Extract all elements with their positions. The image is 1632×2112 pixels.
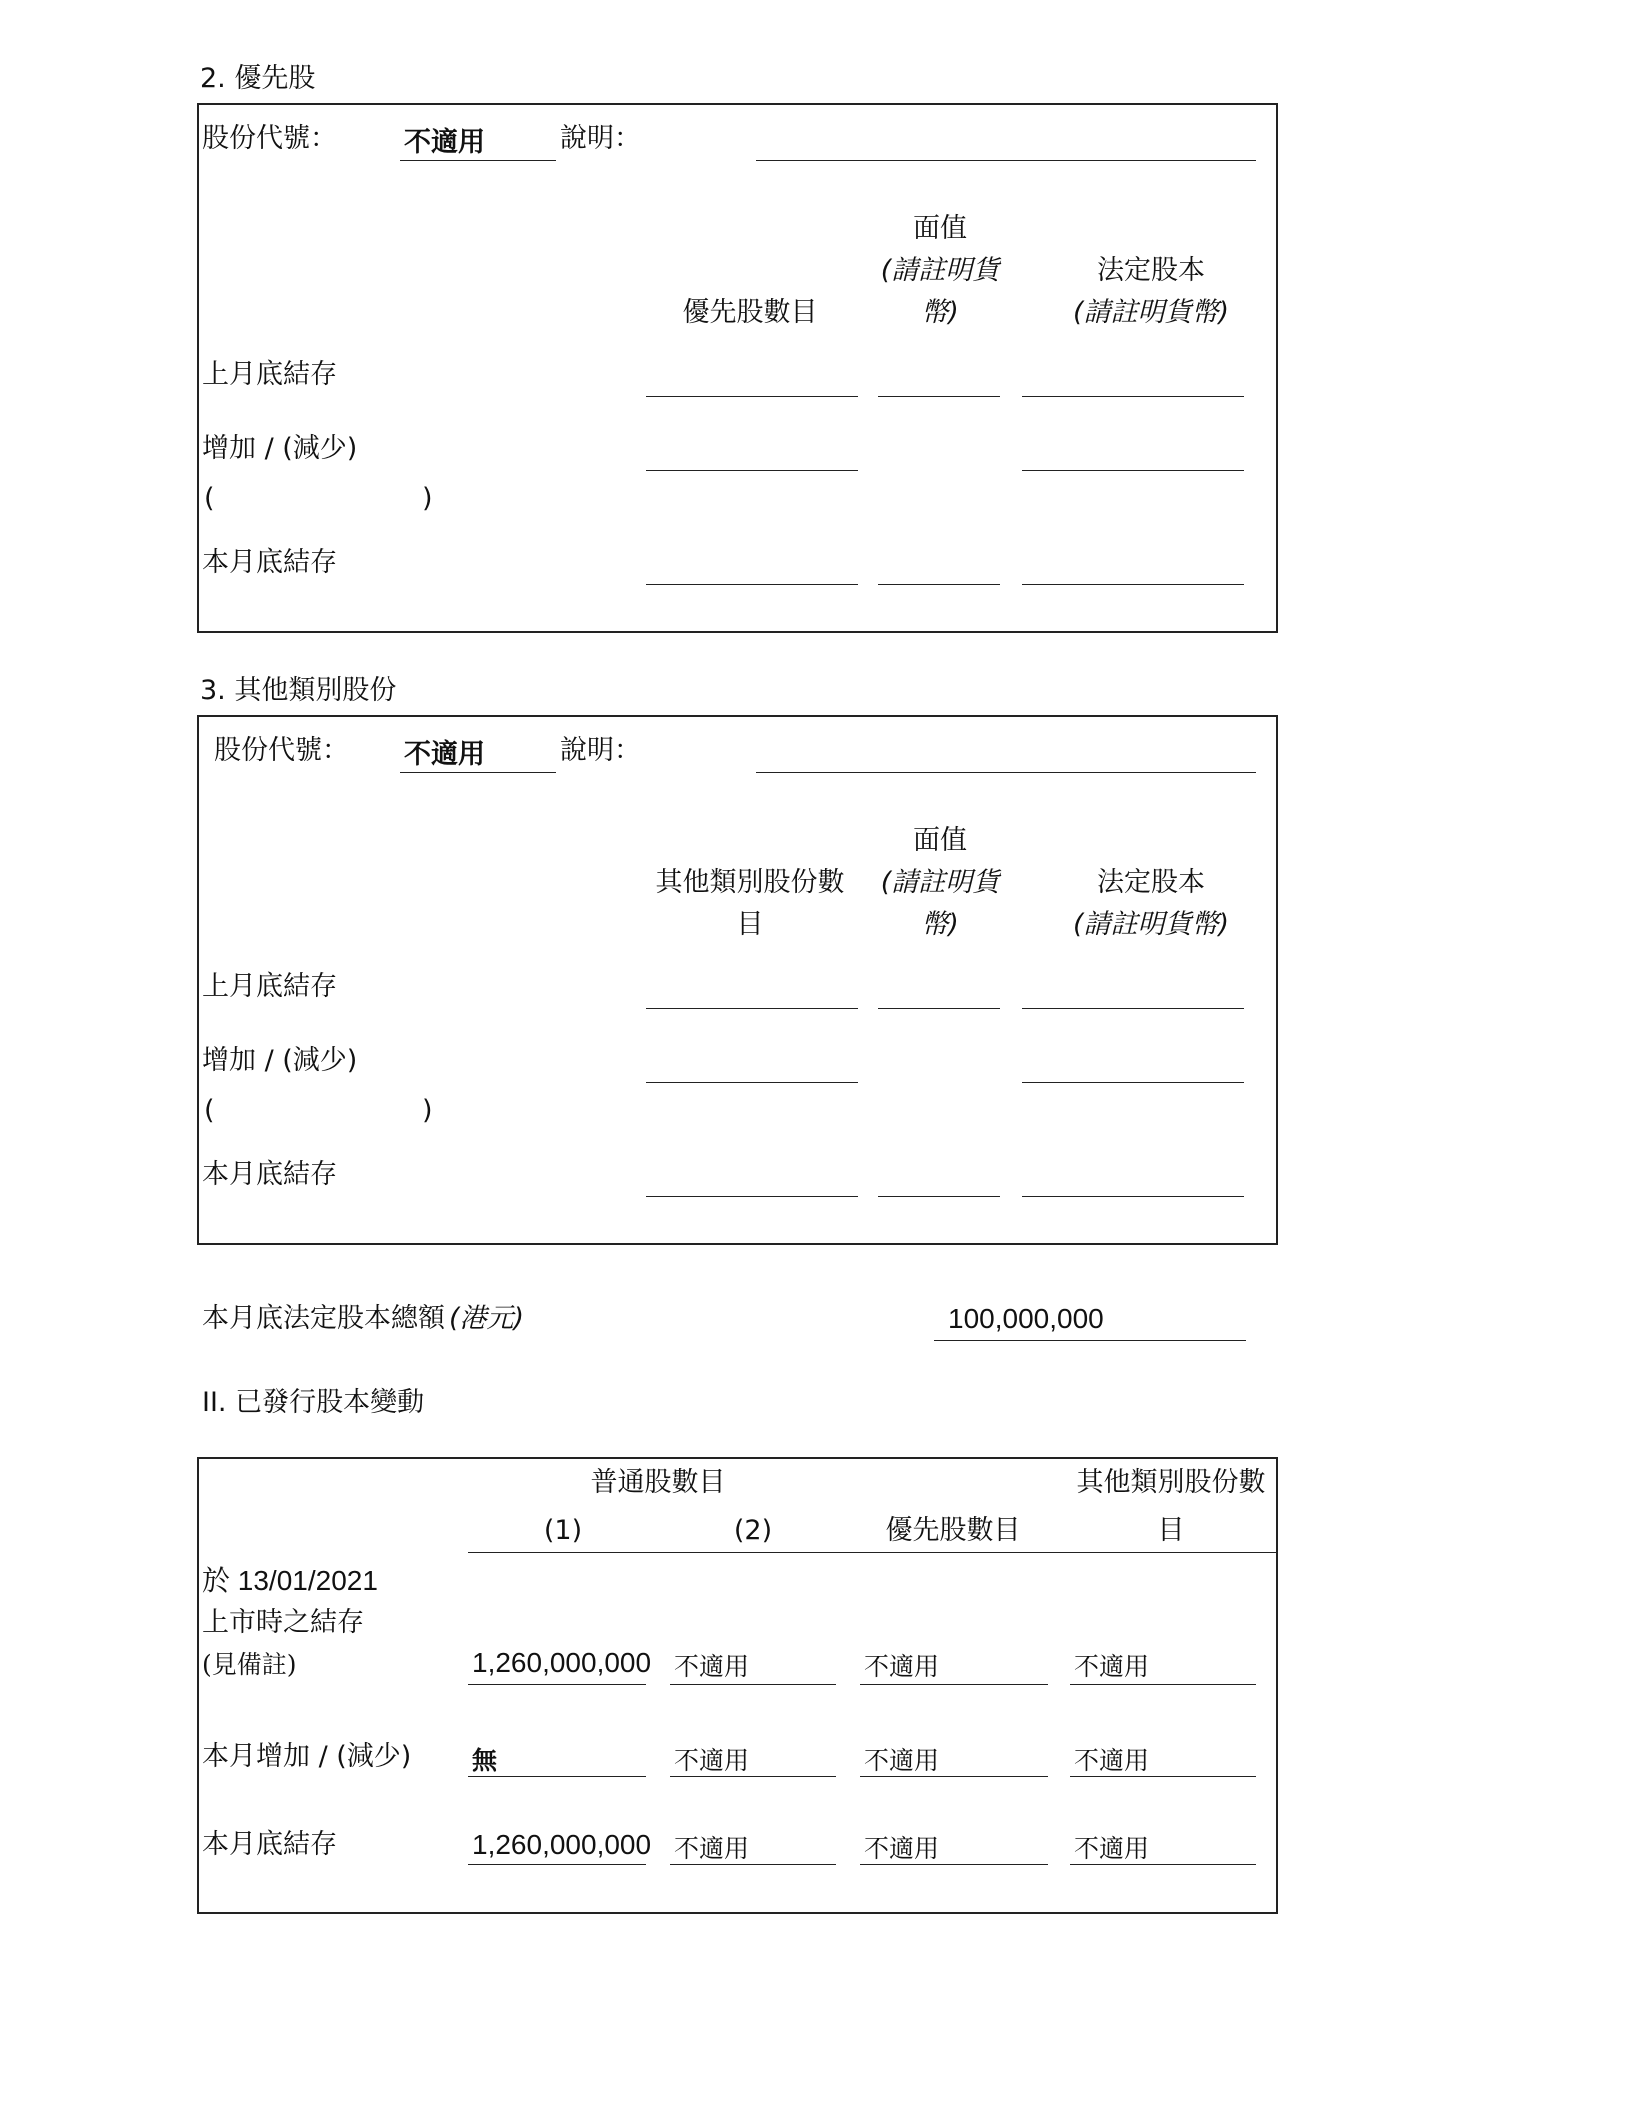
section2-prev-count-line [646,396,858,397]
section3-row-end: 本月底結存 [202,1159,337,1190]
issued-row3-ord1-line [468,1864,646,1865]
issued-row3-pref-line [860,1864,1048,1865]
total-currency: (港元) [449,1303,525,1334]
section3-col-cap-line1: 法定股本 [1097,867,1205,898]
issued-row2-ord2: 不適用 [674,1746,750,1775]
section2-end-count-line [646,584,858,585]
section2-change-cap-line [1022,470,1244,471]
issued-col-other-line2: 目 [1157,1515,1185,1546]
section3-col-par-line2: (請註明貨 [880,867,1000,898]
section2-end-par-line [878,584,1000,585]
section3-heading: 3. 其他類別股份 [200,675,397,706]
total-label: 本月底法定股本總額 [202,1303,445,1334]
section3-paren-open: ( [204,1095,215,1126]
section2-col-count: 優先股數目 [682,297,818,328]
section3-code-underline [400,772,556,773]
issued-row1-label-line1: 於 13/01/2021 [202,1565,378,1596]
issued-row2-pref-line [860,1776,1048,1777]
issued-row1-label-line3: (見備註) [202,1650,297,1679]
section2-paren-close: ) [422,483,433,514]
section2-col-par-line3: 幣) [921,297,959,328]
section2-box [197,103,1278,633]
issued-row2-ord1: 無 [472,1746,498,1775]
section3-col-par-line3: 幣) [921,909,959,940]
section3-col-par-line1: 面值 [913,825,967,856]
issued-row3-ord1: 1,260,000,000 [472,1829,652,1860]
section2-end-cap-line [1022,584,1244,585]
issued-row2-label: 本月增加 / (減少) [202,1741,412,1772]
section3-col-count-line1: 其他類別股份數 [655,867,845,898]
section3-desc-label: 說明： [560,735,641,766]
section3-end-count-line [646,1196,858,1197]
section3-box [197,715,1278,1245]
section2-code-label: 股份代號： [202,123,337,154]
issued-row3-ord2: 不適用 [674,1834,750,1863]
issued-row2-other: 不適用 [1074,1746,1150,1775]
section3-row-change: 增加 / (減少) [202,1045,358,1076]
issued-row1-ord2: 不適用 [674,1652,750,1681]
section3-prev-cap-line [1022,1008,1244,1009]
issued-row1-ord1-line [468,1684,646,1685]
issued-col-ordinary: 普通股數目 [590,1467,726,1498]
section3-desc-underline [756,772,1256,773]
section2-desc-underline [756,160,1256,161]
issued-row2-ord2-line [670,1776,836,1777]
issued-col-2: (2) [733,1515,773,1546]
issued-row2-other-line [1070,1776,1256,1777]
issued-row1-other: 不適用 [1074,1652,1150,1681]
section3-col-cap-line2: (請註明貨幣) [1072,909,1230,940]
issued-row1-other-line [1070,1684,1256,1685]
section2-code-underline [400,160,556,161]
issued-row1-pref: 不適用 [864,1652,940,1681]
section2-row-end: 本月底結存 [202,547,337,578]
section2-prev-par-line [878,396,1000,397]
issued-row3-label: 本月底結存 [202,1829,337,1860]
issued-row3-other-line [1070,1864,1256,1865]
issued-heading: II. 已發行股本變動 [202,1387,425,1418]
section2-heading: 2. 優先股 [200,63,316,94]
issued-row1-ord2-line [670,1684,836,1685]
issued-row1-label-line2: 上市時之結存 [202,1607,364,1638]
section2-row-prev: 上月底結存 [202,359,337,390]
section2-paren-open: ( [204,483,215,514]
section3-col-count-line2: 目 [736,909,764,940]
issued-col-pref: 優先股數目 [885,1515,1021,1546]
total-underline [934,1340,1246,1341]
issued-col-1: (1) [543,1515,583,1546]
section2-col-cap-line2: (請註明貨幣) [1072,297,1230,328]
issued-row2-ord1-line [468,1776,646,1777]
section2-change-count-line [646,470,858,471]
section3-end-cap-line [1022,1196,1244,1197]
section3-end-par-line [878,1196,1000,1197]
section2-col-par-line2: (請註明貨 [880,255,1000,286]
section3-row-prev: 上月底結存 [202,971,337,1002]
section2-col-par-line1: 面值 [913,213,967,244]
total-value: 100,000,000 [948,1303,1104,1334]
issued-row3-other: 不適用 [1074,1834,1150,1863]
issued-header-rule [468,1552,1278,1553]
issued-col-other-line1: 其他類別股份數 [1076,1467,1266,1498]
issued-row1-pref-line [860,1684,1048,1685]
issued-row3-pref: 不適用 [864,1834,940,1863]
issued-row3-ord2-line [670,1864,836,1865]
section3-code-value: 不適用 [404,739,485,770]
section3-prev-par-line [878,1008,1000,1009]
section3-change-cap-line [1022,1082,1244,1083]
section2-desc-label: 說明： [560,123,641,154]
section2-code-value: 不適用 [404,127,485,158]
section3-paren-close: ) [422,1095,433,1126]
section3-code-label: 股份代號： [214,735,349,766]
section3-prev-count-line [646,1008,858,1009]
issued-row1-ord1: 1,260,000,000 [472,1647,652,1678]
issued-row2-pref: 不適用 [864,1746,940,1775]
section2-prev-cap-line [1022,396,1244,397]
section3-change-count-line [646,1082,858,1083]
section2-row-change: 增加 / (減少) [202,433,358,464]
section2-col-cap-line1: 法定股本 [1097,255,1205,286]
